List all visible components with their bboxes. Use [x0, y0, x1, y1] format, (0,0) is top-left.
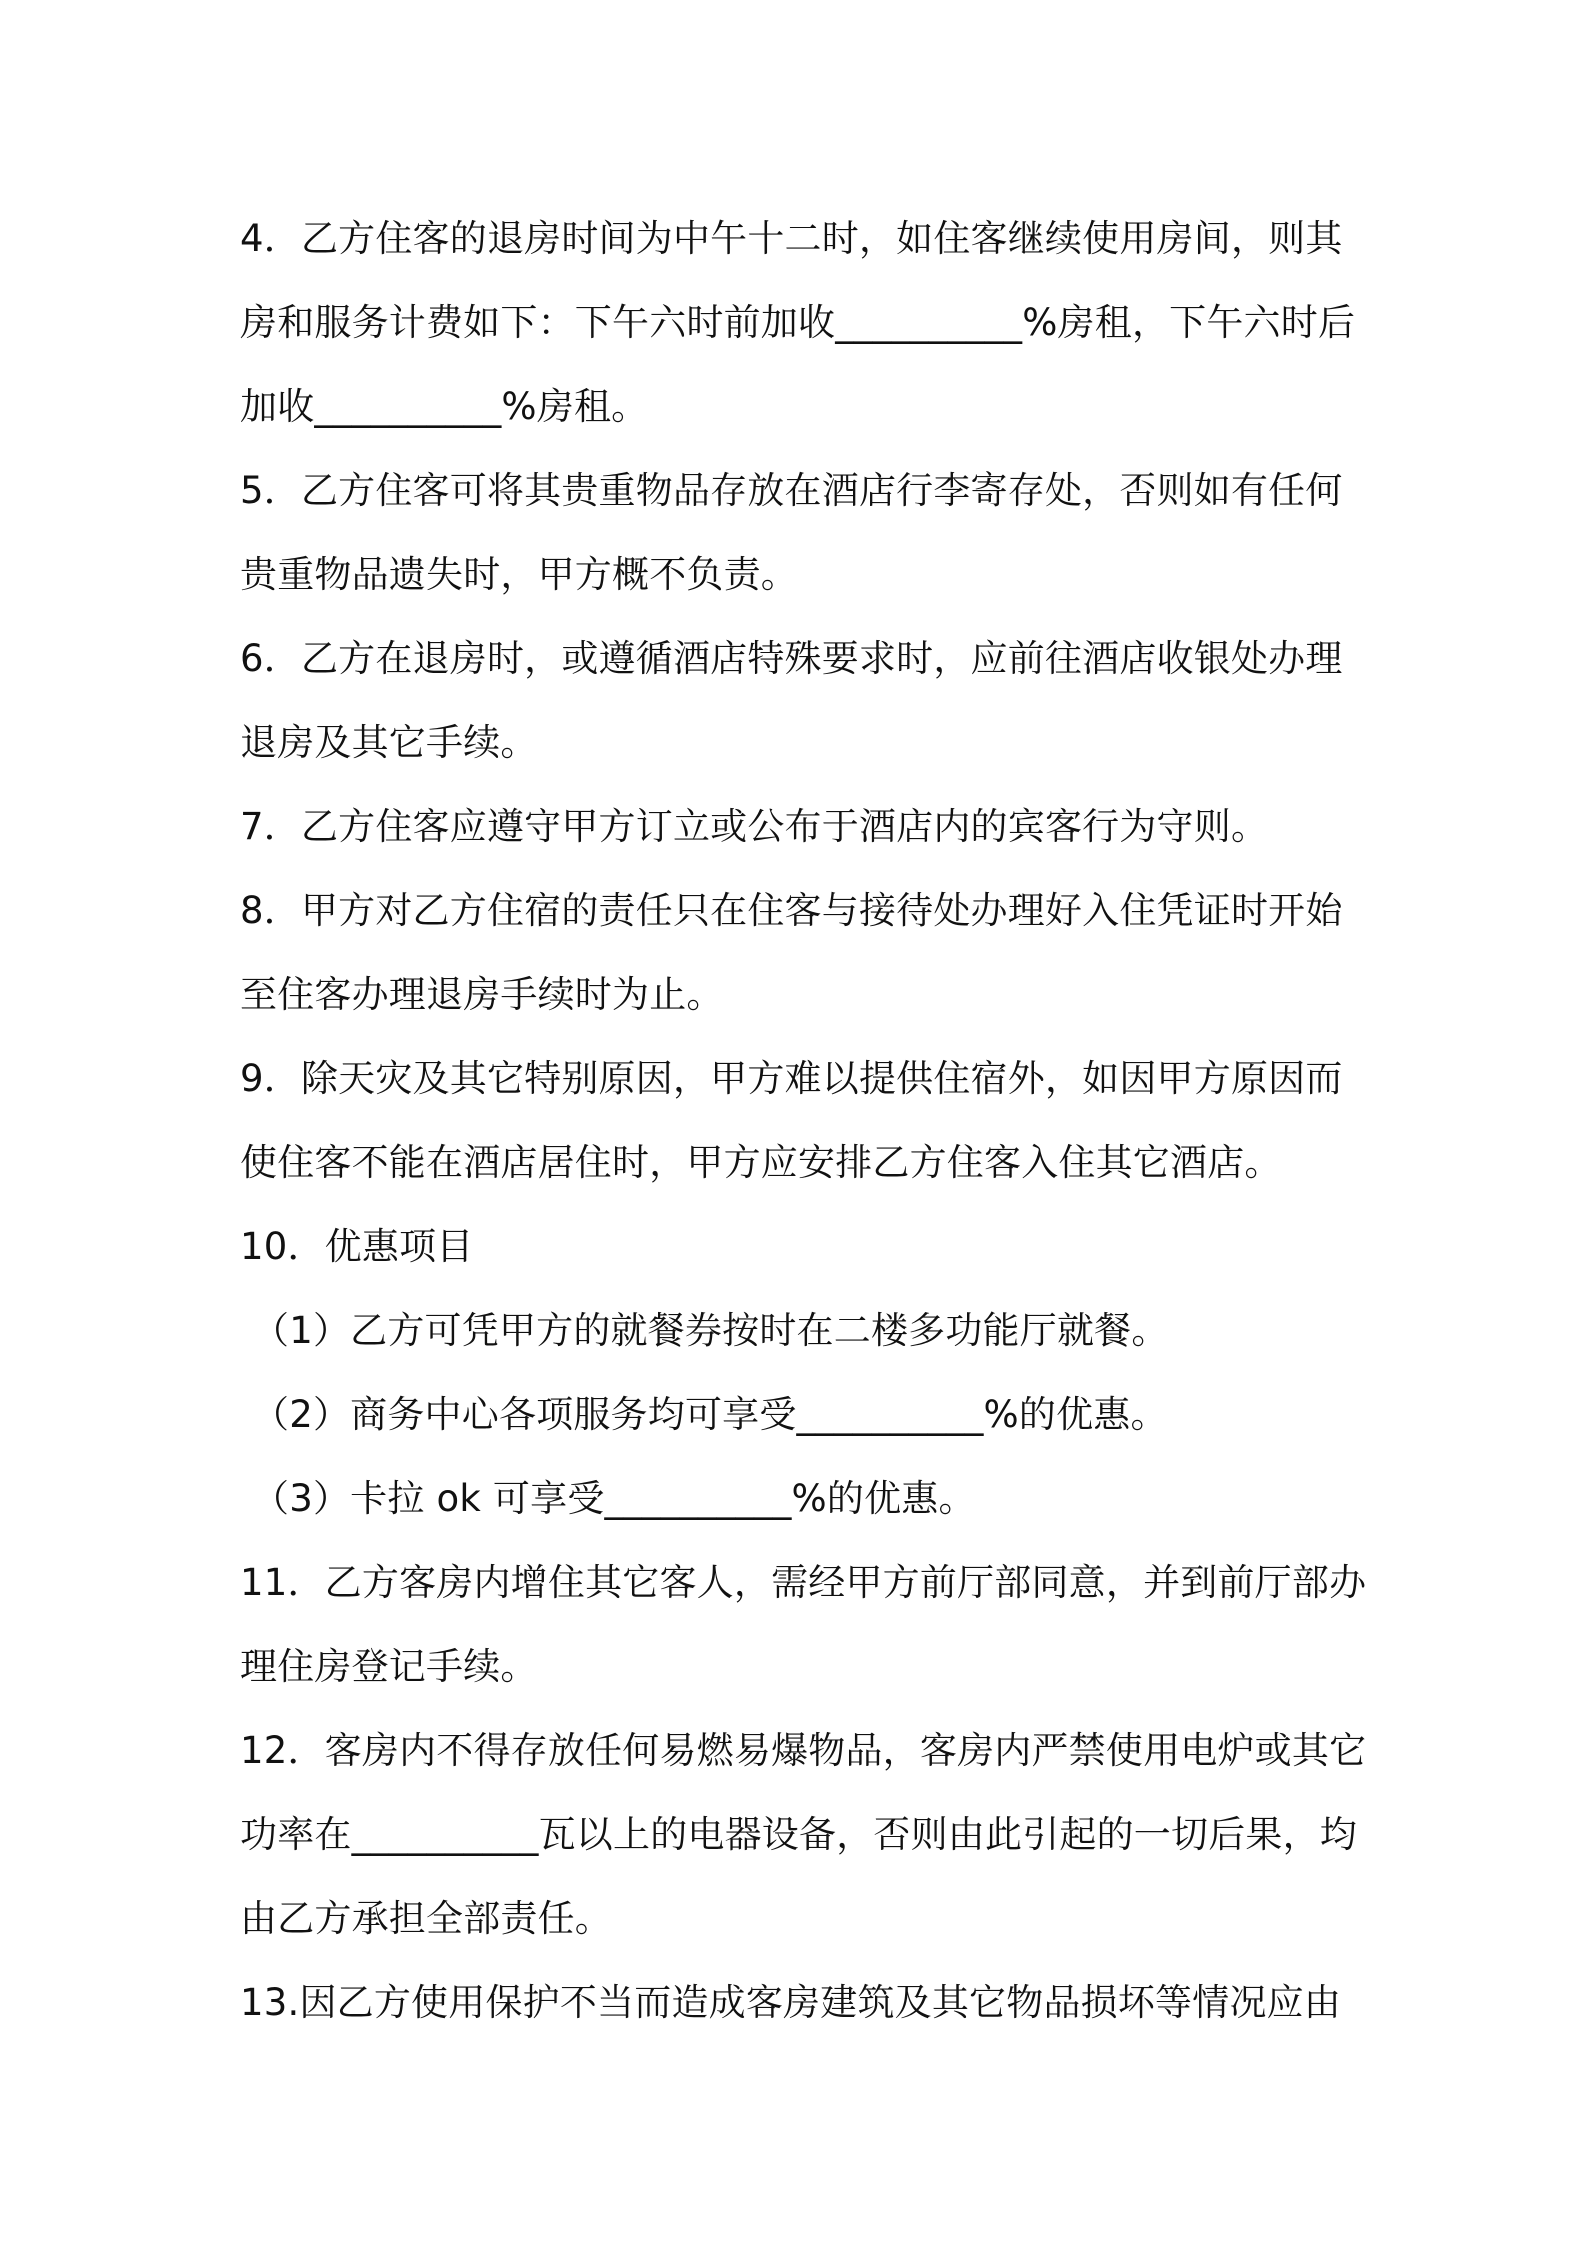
clause-6-line-2: 退房及其它手续。 — [240, 721, 538, 764]
clause-8-line-2: 至住客办理退房手续时为止。 — [240, 973, 724, 1016]
clause-10-heading: 10．优惠项目 — [240, 1225, 474, 1268]
clause-12-line-1: 12．客房内不得存放任何易燃易爆物品，客房内严禁使用电炉或其它 — [240, 1729, 1367, 1772]
contract-text — [240, 197, 1367, 2045]
clause-4-line-2: 房和服务计费如下：下午六时前加收__________%房租，下午六时后 — [240, 301, 1356, 344]
clause-11-line-2: 理住房登记手续。 — [240, 1645, 538, 1688]
clause-7-line-1: 7．乙方住客应遵守甲方订立或公布于酒店内的宾客行为守则。 — [240, 805, 1269, 848]
clause-4-line-1: 4．乙方住客的退房时间为中午十二时，如住客继续使用房间，则其 — [240, 217, 1343, 260]
clause-4-line-3: 加收__________%房租。 — [240, 385, 649, 428]
clause-12-line-2: 功率在__________瓦以上的电器设备，否则由此引起的一切后果，均 — [240, 1813, 1357, 1856]
clause-10-item-1: （1）乙方可凭甲方的就餐券按时在二楼多功能厅就餐。 — [252, 1309, 1169, 1352]
clause-8-line-1: 8．甲方对乙方住宿的责任只在住客与接待处办理好入住凭证时开始 — [240, 889, 1343, 932]
clause-12-line-3: 由乙方承担全部责任。 — [240, 1897, 612, 1940]
clause-5-line-1: 5．乙方住客可将其贵重物品存放在酒店行李寄存处，否则如有任何 — [240, 469, 1343, 512]
clause-9-line-1: 9．除天灾及其它特别原因，甲方难以提供住宿外，如因甲方原因而 — [240, 1057, 1343, 1100]
clause-9-line-2: 使住客不能在酒店居住时，甲方应安排乙方住客入住其它酒店。 — [240, 1141, 1282, 1184]
clause-10-item-2: （2）商务中心各项服务均可享受__________%的优惠。 — [252, 1393, 1168, 1436]
clause-5-line-2: 贵重物品遗失时，甲方概不负责。 — [240, 553, 798, 596]
clause-10-item-3: （3）卡拉 ok 可享受__________%的优惠。 — [252, 1477, 976, 1520]
clause-13-line-1: 13.因乙方使用保护不当而造成客房建筑及其它物品损坏等情况应由 — [240, 1981, 1342, 2024]
clause-6-line-1: 6．乙方在退房时，或遵循酒店特殊要求时，应前往酒店收银处办理 — [240, 637, 1343, 680]
clause-11-line-1: 11．乙方客房内增住其它客人，需经甲方前厅部同意，并到前厅部办 — [240, 1561, 1367, 1604]
